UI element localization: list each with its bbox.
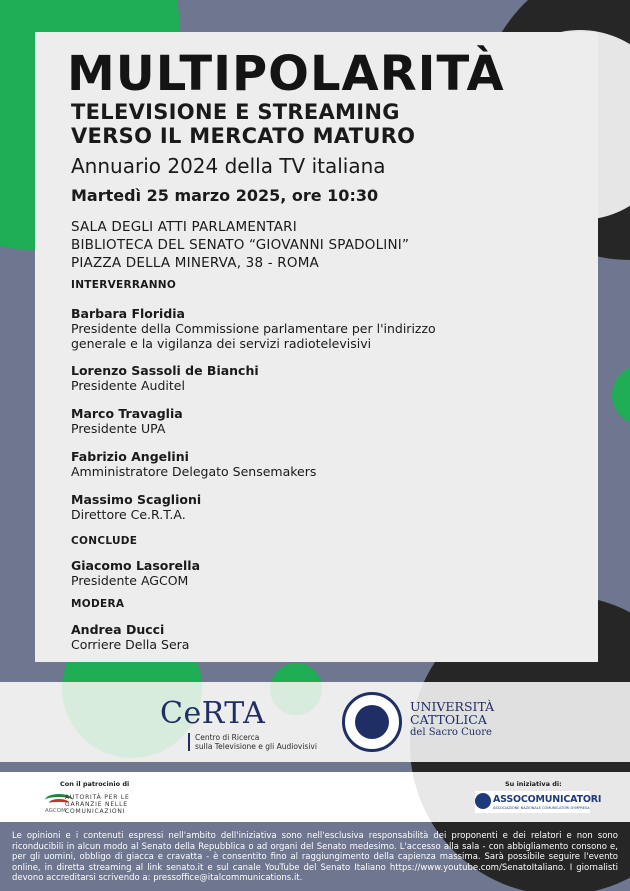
speaker-item [71,363,259,393]
university-seal-icon [342,692,402,752]
assocomunicatori-logo: ASSOCOMUNICATORI ASSOCIAZIONE NAZIONALE COMUNICATORI D'IMPRESA [475,791,590,813]
sponsor-band [0,772,630,822]
certa-subtitle: Centro di Ricerca sulla Televisione e gli Audiovisivi [188,733,317,751]
speaker-item [71,622,189,652]
speaker-name: Marco Travaglia [71,406,183,421]
speaker-role: Presidente Auditel [71,378,185,393]
speaker-role: Presidente AGCOM [71,573,189,588]
subtitle-line: VERSO IL MERCATO MATURO [71,124,416,148]
speaker-name: Fabrizio Angelini [71,449,189,464]
speaker-role: Presidente della Commissione parlamentare per l'indirizzo [71,321,436,336]
certa-name: CeRTA [160,696,266,731]
speaker-item [71,492,201,522]
event-card [35,32,598,662]
section-modera: MODERA [71,598,125,610]
event-title: MULTIPOLARITÀ [67,46,505,102]
assocomunicatori-icon [475,793,491,809]
speaker-name: Lorenzo Sassoli de Bianchi [71,363,259,378]
green-circle-decoration [612,365,630,425]
agcom-logo: AUTORITÀ PER LE GARANZIE NELLE COMUNICAZIONI AGCOM [45,794,130,815]
event-subtitle [71,100,415,148]
iniziativa-label: Su iniziativa di: [505,780,562,788]
section-conclude: CONCLUDE [71,535,138,547]
speaker-role: Direttore Ce.R.T.A. [71,507,186,522]
venue-line: BIBLIOTECA DEL SENATO “GIOVANNI SPADOLINI” [71,237,410,253]
section-interverranno: INTERVERRANNO [71,279,177,291]
speaker-item [71,306,436,351]
venue-line: SALA DEGLI ATTI PARLAMENTARI [71,219,297,235]
disclaimer-text: Le opinioni e i contenuti espressi nell'ambito dell'iniziativa sono nell'esclusiva responsabilità dei proponenti e dei relatori e non sono riconducibili in alcun modo al Senato della Repubblica o ad organi del Senato medesimo. L'accesso alla sala - con abbigliamento consono e, per gli uomini, obbligo di giacca e cravatta - è consentito fino al raggiungimento della capienza massima. Sarà possibile seguire l'evento online, in diretta streaming al link senato.it e sul canale YouTube del Senato Italiano https://www.youtube.com/SenatoItaliano. I giornalisti devono accreditarsi scrivendo a: pressoffice@italcommunications.it. [12,831,618,883]
event-date: Martedì 25 marzo 2025, ore 10:30 [71,186,379,205]
speaker-name: Andrea Ducci [71,622,165,637]
speaker-name: Giacomo Lasorella [71,558,201,573]
speaker-name: Massimo Scaglioni [71,492,202,507]
subtitle-line: TELEVISIONE E STREAMING [71,100,400,124]
ucsc-logo: UNIVERSITÀ CATTOLICA del Sacro Cuore [410,699,495,738]
speaker-role: Presidente UPA [71,421,166,436]
certa-logo [160,696,317,751]
venue-line: PIAZZA DELLA MINERVA, 38 - ROMA [71,255,319,271]
speaker-role: Corriere Della Sera [71,637,190,652]
venue-address [71,218,409,272]
speaker-role: Amministratore Delegato Sensemakers [71,464,317,479]
patrocinio-label: Con il patrocinio di [60,780,130,788]
speaker-item [71,558,200,588]
logo-band [0,682,630,762]
speaker-name: Barbara Floridia [71,306,185,321]
speaker-role: generale e la vigilanza dei servizi radiotelevisivi [71,336,372,351]
speaker-item [71,406,183,436]
speaker-item [71,449,316,479]
annuario-heading: Annuario 2024 della TV italiana [71,154,386,178]
